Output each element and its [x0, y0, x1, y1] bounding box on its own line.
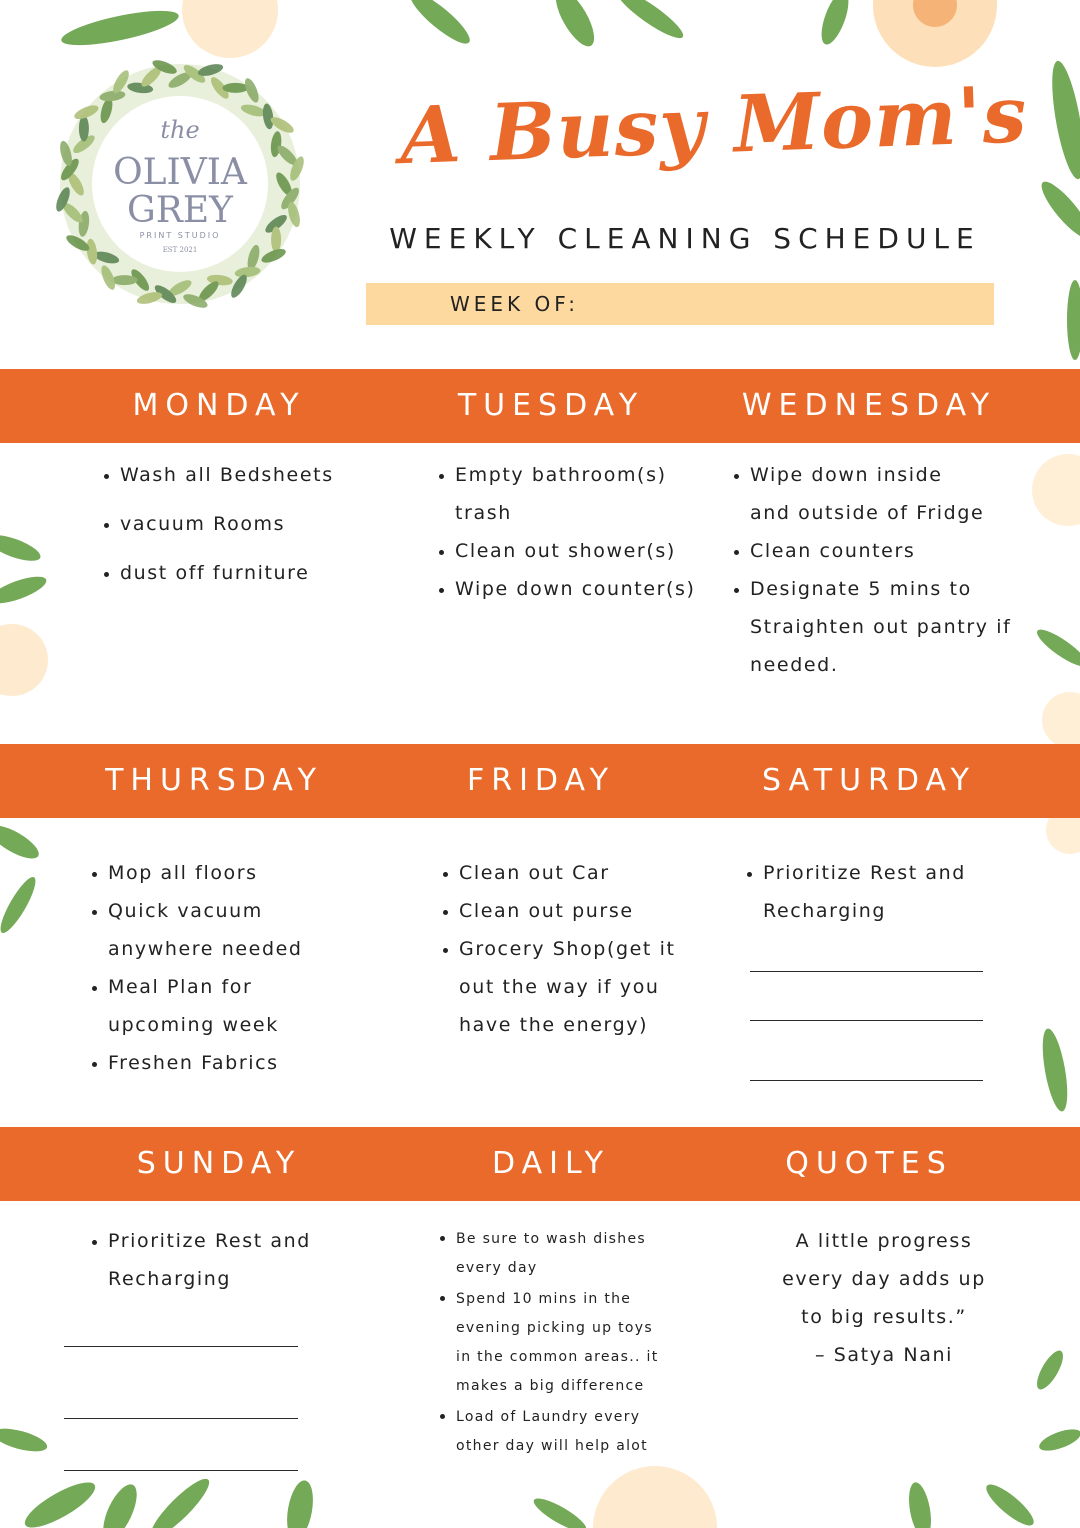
list-item: • Prioritize Rest and Recharging	[763, 854, 971, 930]
logo-est: EST 2021	[162, 246, 198, 254]
wreath-leaf	[79, 116, 89, 142]
writing-line[interactable]	[64, 1470, 298, 1471]
list-item: • Clean out purse	[459, 892, 682, 930]
list-item: • vacuum Rooms	[120, 505, 398, 543]
writing-line[interactable]	[64, 1346, 298, 1347]
list-item: • Wipe down counter(s)	[455, 570, 698, 608]
list-item: • Clean out shower(s)	[455, 532, 698, 570]
list-item: • Meal Plan for upcoming week	[108, 968, 316, 1044]
quotes-header: QUOTES	[785, 1146, 953, 1181]
quote-line: every day adds up	[782, 1268, 986, 1290]
page-subtitle: WEEKLY CLEANING SCHEDULE	[389, 222, 981, 255]
writing-line[interactable]	[64, 1418, 298, 1419]
logo-line2: GREY	[127, 190, 233, 231]
list-item: • dust off furniture	[120, 554, 398, 592]
list-item: • Clean out Car	[459, 854, 682, 892]
logo	[56, 60, 304, 308]
wreath-leaf	[112, 275, 138, 285]
header	[0, 0, 1080, 360]
daily-tasks	[434, 1224, 659, 1461]
wreath-leaf	[271, 227, 281, 253]
list-item: • Spend 10 mins in the evening picking up toys in the common areas.. it makes a big difference	[456, 1284, 659, 1402]
saturday-tasks	[741, 854, 971, 930]
wednesday-tasks	[728, 456, 1073, 684]
logo-line1: OLIVIA	[113, 152, 247, 193]
thursday-header: THURSDAY	[105, 763, 323, 798]
saturday-header: SATURDAY	[761, 763, 976, 798]
list-item: • Load of Laundry every other day will help alot	[456, 1402, 659, 1462]
monday-header: MONDAY	[132, 388, 306, 423]
monday-tasks	[98, 456, 398, 592]
friday-tasks	[437, 854, 682, 1044]
list-item: • Wash all Bedsheets	[120, 456, 398, 494]
list-item: • Wipe down inside and outside of Fridge	[750, 456, 985, 532]
wednesday-header: WEDNESDAY	[741, 388, 997, 423]
thursday-tasks	[86, 854, 316, 1082]
day-header-band	[0, 744, 1080, 818]
sunday-header: SUNDAY	[136, 1146, 302, 1181]
writing-line[interactable]	[750, 971, 983, 972]
friday-header: FRIDAY	[466, 763, 616, 798]
quote-line: to big results.”	[801, 1306, 967, 1328]
list-item: • Clean counters	[750, 532, 1073, 570]
list-item: • Quick vacuum anywhere needed	[108, 892, 316, 968]
list-item: • Be sure to wash dishes every day	[456, 1224, 659, 1284]
tuesday-tasks	[433, 456, 698, 608]
list-item: • Designate 5 mins to Straighten out pantry if needed.	[750, 570, 1073, 684]
sunday-tasks	[86, 1222, 326, 1298]
day-header-band	[0, 1127, 1080, 1201]
quote-block	[748, 1222, 1020, 1374]
list-item: • Freshen Fabrics	[108, 1044, 316, 1082]
week-of-label: WEEK OF:	[450, 292, 579, 316]
week-of-field[interactable]	[366, 283, 994, 325]
writing-line[interactable]	[750, 1080, 983, 1081]
page-title: A Busy Mom's	[398, 69, 1029, 183]
list-item: • Grocery Shop(get it out the way if you have the energy)	[459, 930, 682, 1044]
list-item: • Mop all floors	[108, 854, 316, 892]
logo-tag: PRINT STUDIO	[139, 231, 221, 240]
tuesday-header: TUESDAY	[457, 388, 645, 423]
day-header-band	[0, 369, 1080, 443]
quote-author: – Satya Nani	[815, 1344, 953, 1366]
list-item: • Empty bathroom(s) trash	[455, 456, 698, 532]
writing-line[interactable]	[750, 1020, 983, 1021]
quote-line: A little progress	[795, 1230, 973, 1252]
wreath-leaf	[223, 83, 249, 93]
list-item: • Prioritize Rest and Recharging	[108, 1222, 326, 1298]
daily-header: DAILY	[492, 1146, 610, 1181]
logo-script: the	[160, 116, 200, 144]
